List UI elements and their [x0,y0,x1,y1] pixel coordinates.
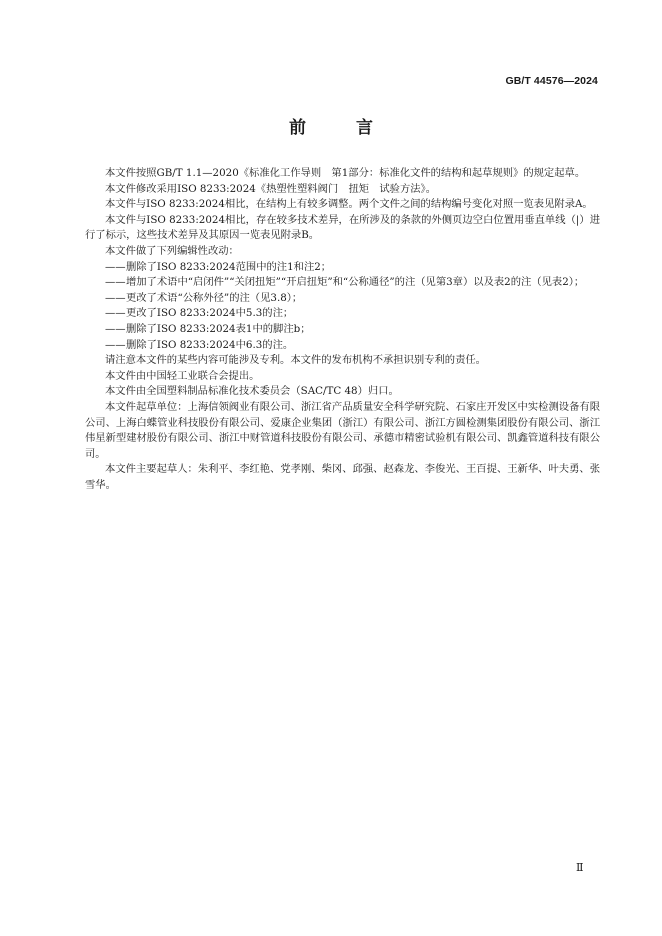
dash-marker: —— [105,291,126,304]
paragraph-drafting-units: 本文件起草单位：上海信领阀业有限公司、浙江省产品质量安全科学研究院、石家庄开发区中实检测设备有限公司、上海白蝶管业科技股份有限公司、爱康企业集团（浙江）有限公司、浙江方圆检测集团股份有限公司、浙江伟星新型建材股份有限公司、浙江中财管道科技股份有限公司、承德市精密试验机有限公司、凯鑫管道科技有限公司。 [85,400,600,460]
dash-marker: —— [105,338,126,351]
dash-marker: —— [105,276,126,289]
paragraph-proposer: 本文件由中国轻工业联合会提出。 [105,369,260,382]
paragraph-technical-committee: 本文件由全国塑料制品标准化技术委员会（SAC/TC 48）归口。 [105,385,399,398]
standard-code: GB/T 44576—2024 [505,75,598,87]
dash-marker: —— [105,307,126,320]
list-item-text: 删除了ISO 8233:2024中6.3的注。 [126,338,294,351]
list-item-text: 增加了术语中“启闭件”“关闭扭矩”“开启扭矩”和“公称通径”的注（见第3章）以及表2的注（见表2）； [126,276,585,289]
paragraph-modification: 本文件修改采用ISO 8233:2024《热塑性塑料阀门 扭矩 试验方法》。 [105,182,436,195]
page-number: Ⅱ [576,861,584,874]
paragraph-structure-changes: 本文件与ISO 8233:2024相比，在结构上有较多调整。两个文件之间的结构编号变化对照一览表见附录A。 [105,198,593,211]
list-item-text: 删除了ISO 8233:2024表1中的脚注b； [126,322,311,335]
list-item-text: 删除了ISO 8233:2024范围中的注1和注2； [126,260,332,273]
dash-marker: —— [105,322,126,335]
list-item-text: 更改了ISO 8233:2024中5.3的注； [126,307,294,320]
list-item [85,322,600,338]
list-item [85,291,600,307]
list-item [85,306,600,322]
list-item [85,275,600,291]
paragraph-drafters: 本文件主要起草人：朱利平、李红艳、党孝刚、柴冈、邱强、赵森龙、李俊光、王百提、王新华、叶夫勇、张雪华。 [85,463,600,491]
paragraph-editorial-intro: 本文件做了下列编辑性改动： [105,244,239,257]
paragraph-drafting-rules: 本文件按照GB/T 1.1—2020《标准化工作导则 第1部分：标准化文件的结构和起草规则》的规定起草。 [105,167,586,179]
editorial-changes-list [85,260,600,354]
paragraph-patent-notice: 请注意本文件的某些内容可能涉及专利。本文件的发布机构不承担识别专利的责任。 [105,354,486,367]
list-item [85,338,600,354]
page-title: 前 言 [289,118,395,138]
foreword-body [85,166,600,493]
list-item [85,260,600,276]
paragraph-technical-differences: 本文件与ISO 8233:2024相比，存在较多技术差异，在所涉及的条款的外侧页边空白位置用垂直单线（|）进行了标示，这些技术差异及其原因一览表见附录B。 [85,213,600,242]
dash-marker: —— [105,260,126,273]
list-item-text: 更改了术语“公称外径”的注（见3.8）； [126,291,303,304]
